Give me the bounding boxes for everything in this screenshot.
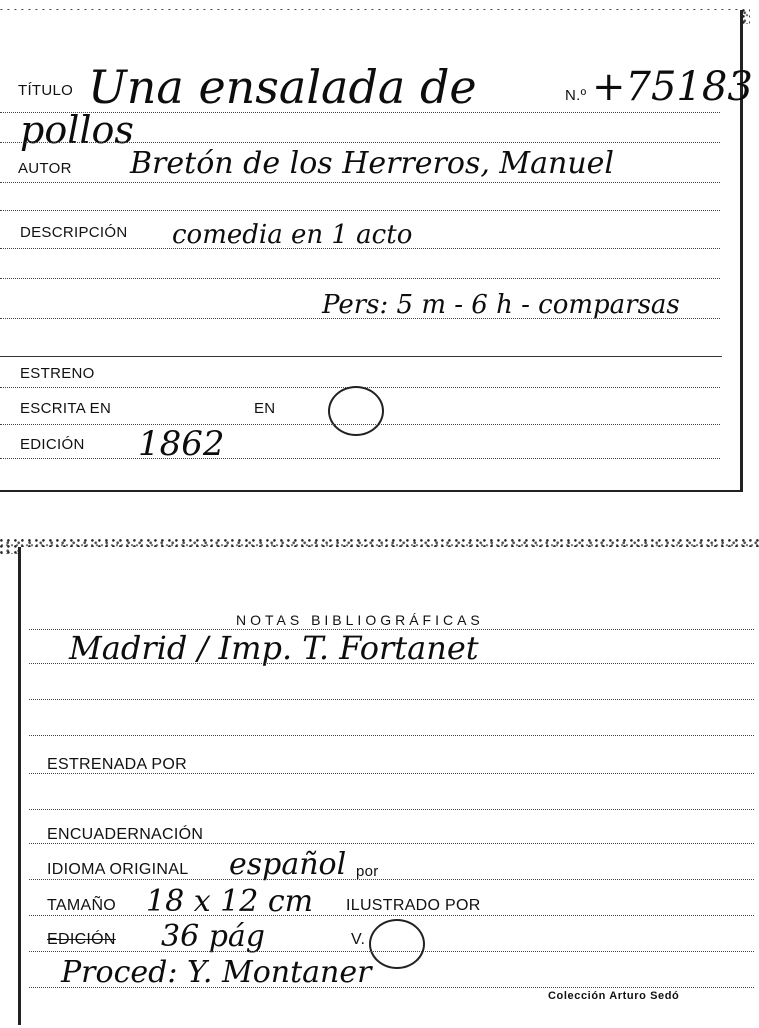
- edicion-back-rule: [29, 951, 754, 952]
- personajes-handwritten: Pers: 5 m - 6 h - comparsas: [322, 290, 680, 320]
- descripcion-handwritten: comedia en 1 acto: [172, 220, 413, 250]
- procedencia-rule: [29, 987, 754, 988]
- descripcion-label: DESCRIPCIÓN: [20, 224, 128, 241]
- tamano-handwritten: 18 x 12 cm: [146, 884, 314, 919]
- personajes-rule: [0, 318, 720, 319]
- numero-label: N.º: [565, 87, 587, 104]
- edicion-handwritten: 1862: [138, 424, 225, 464]
- titulo-label: TÍTULO: [18, 82, 74, 99]
- titulo-handwritten-line2: pollos: [20, 108, 134, 152]
- descripcion-rule: [0, 248, 720, 249]
- v-label: V.: [351, 931, 366, 948]
- blank-rule-back: [29, 809, 754, 810]
- section-divider: [0, 356, 722, 357]
- blank-rule-1: [0, 210, 720, 211]
- titulo-continuation-rule: [0, 142, 720, 143]
- estreno-label: ESTRENO: [20, 365, 95, 382]
- notas-bibliograficas-heading: NOTAS BIBLIOGRÁFICAS: [236, 612, 484, 628]
- idioma-handwritten: español: [229, 847, 347, 882]
- encuadernacion-rule: [29, 843, 754, 844]
- coleccion-imprint: Colección Arturo Sedó: [548, 990, 680, 1002]
- edicion-label: EDICIÓN: [20, 436, 85, 453]
- stamp-circle: [328, 386, 384, 436]
- ilustrado-por-label: ILUSTRADO POR: [346, 897, 481, 914]
- en-label: EN: [254, 400, 276, 417]
- notas-rule-3: [29, 699, 754, 700]
- tamano-label: TAMAÑO: [47, 897, 117, 914]
- idioma-original-label: IDIOMA ORIGINAL: [47, 861, 189, 878]
- edicion-back-label: EDICIÓN: [47, 931, 116, 948]
- autor-label: AUTOR: [18, 160, 72, 177]
- escrita-rule: [0, 424, 720, 425]
- tamano-rule: [29, 915, 754, 916]
- catalog-card-back: [18, 547, 759, 1025]
- notas-rule-2: [29, 663, 754, 664]
- catalog-card-front: [0, 10, 753, 492]
- registro-numero-handwritten: +75183: [592, 64, 753, 110]
- estrenada-por-label: ESTRENADA POR: [47, 756, 187, 773]
- escrita-en-label: ESCRITA EN: [20, 400, 112, 417]
- por-label: por: [356, 863, 379, 880]
- estrenada-rule: [29, 773, 754, 774]
- paginas-handwritten: 36 pág: [161, 919, 266, 954]
- procedencia-handwritten: Proced: Y. Montaner: [61, 955, 372, 990]
- blank-rule-2: [0, 278, 720, 279]
- notas-handwritten: Madrid / Imp. T. Fortanet: [69, 629, 479, 667]
- notas-rule-4: [29, 735, 754, 736]
- encuadernacion-label: ENCUADERNACIÓN: [47, 826, 204, 843]
- autor-handwritten: Bretón de los Herreros, Manuel: [130, 146, 615, 181]
- autor-rule: [0, 182, 720, 183]
- idioma-rule: [29, 879, 754, 880]
- stamp-circle-back: [369, 919, 425, 969]
- edicion-rule: [0, 458, 720, 459]
- titulo-handwritten-line1: Una ensalada de: [88, 60, 477, 114]
